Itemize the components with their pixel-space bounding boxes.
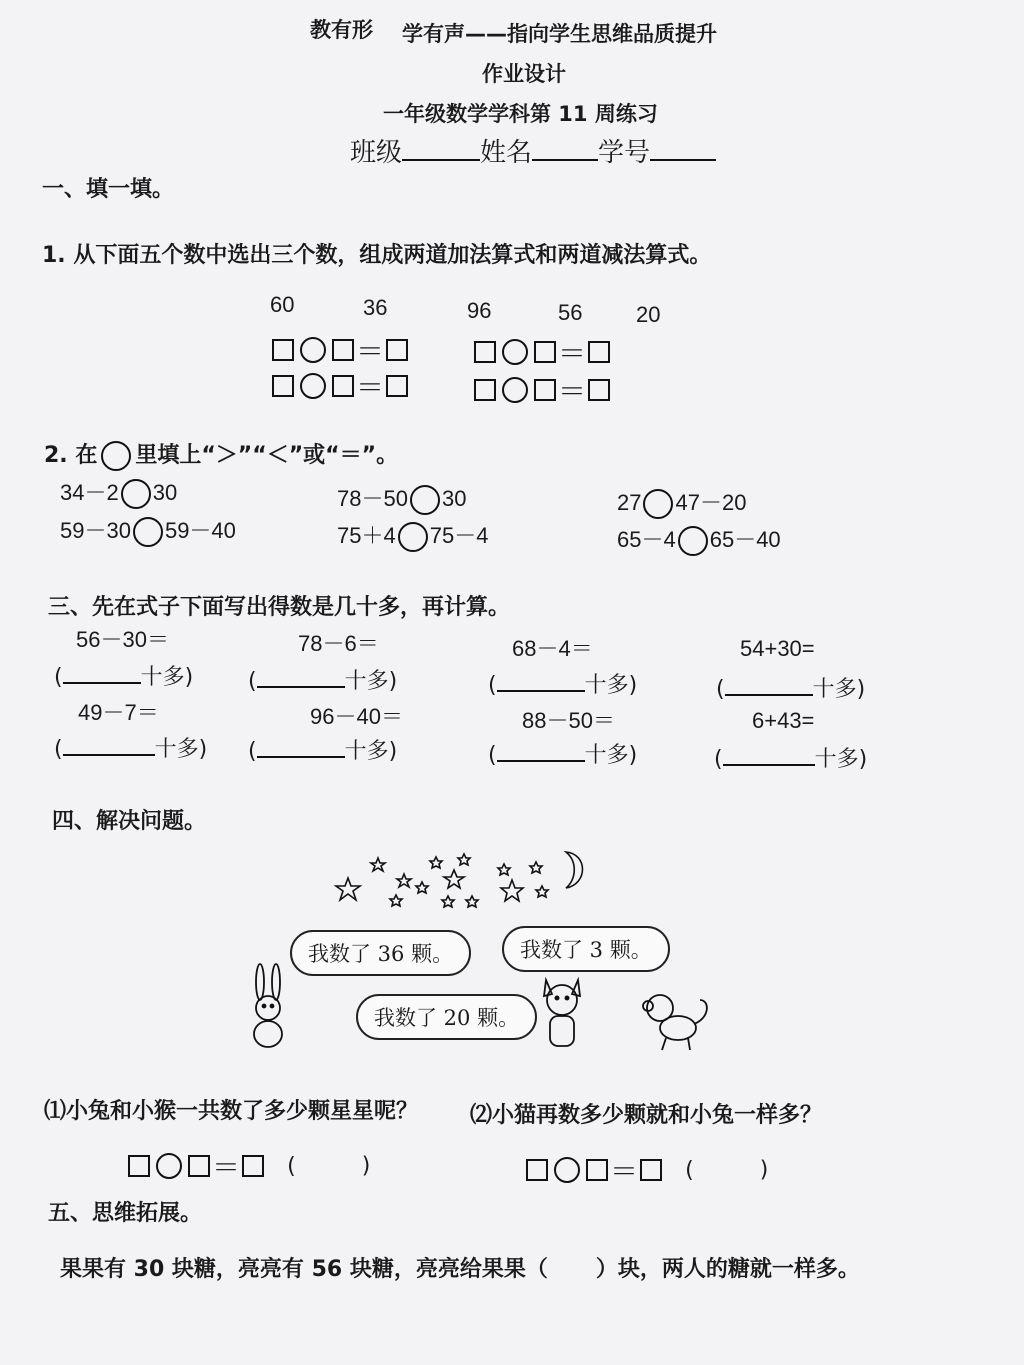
star-icon [430, 857, 442, 868]
answer-box[interactable] [640, 1159, 662, 1181]
tens-blank[interactable] [257, 756, 345, 758]
compare-right: 65－40 [709, 527, 781, 552]
class-label: 班级 [350, 138, 403, 168]
equation-template: ＝ [272, 366, 408, 406]
calc-expression: 56－30＝ [76, 627, 169, 652]
id-blank[interactable] [650, 159, 716, 161]
tens-answer [716, 672, 865, 703]
calc-expression: 54+30= [740, 636, 815, 661]
compare-circle[interactable] [643, 489, 673, 519]
compare-right: 47－20 [675, 490, 747, 515]
star-icon [444, 870, 464, 888]
answer-box[interactable] [272, 339, 294, 361]
answer-box[interactable] [534, 379, 556, 401]
answer-box[interactable] [386, 339, 408, 361]
paren-open: ( [716, 677, 725, 702]
answer-box[interactable] [474, 341, 496, 363]
header-subject-line: 一年级数学学科第 11 周练习 [383, 102, 658, 126]
q1-text: 1. 从下面五个数中选出三个数，组成两道加法算式和两道减法算式。 [42, 243, 712, 268]
answer-box[interactable] [526, 1159, 548, 1181]
tens-suffix: 十多) [584, 673, 638, 698]
section4-heading: 四、解决问题。 [52, 809, 207, 834]
problem-q1: ⑴小兔和小猴一共数了多少颗星星呢？ [44, 1099, 419, 1124]
calc-expression: 49－7＝ [78, 700, 159, 725]
answer-box[interactable] [586, 1159, 608, 1181]
operator-circle[interactable] [502, 377, 528, 403]
speech-bubble-rabbit: 我数了 36 颗。 [290, 930, 471, 976]
compare-left: 27 [617, 490, 642, 515]
compare-circle[interactable] [121, 479, 151, 509]
paren-open: ( [488, 673, 497, 698]
header-subtitle: 作业设计 [482, 62, 566, 86]
number-option: 36 [363, 295, 388, 320]
tens-answer [54, 732, 207, 763]
equation-template: ＝ [474, 370, 610, 410]
number-option: 60 [270, 292, 295, 317]
tens-blank[interactable] [723, 764, 815, 766]
equation-template: ＝ [474, 332, 610, 372]
operator-circle[interactable] [300, 337, 326, 363]
calc-expression: 78－6＝ [298, 631, 379, 656]
id-label: 学号 [598, 138, 651, 168]
number-option: 56 [558, 300, 583, 325]
star-icon [536, 886, 548, 897]
unit-paren-open: ( [685, 1157, 694, 1183]
operator-circle[interactable] [300, 373, 326, 399]
tens-answer [488, 738, 637, 769]
compare-item [617, 486, 746, 519]
header-title-left: 教有形 [310, 18, 373, 42]
equation-template: ＝ [272, 330, 408, 370]
q2-text-start: 2. 在 [44, 443, 98, 468]
calc-expression: 88－50＝ [522, 708, 615, 733]
rabbit-icon [244, 960, 296, 1052]
monkey-icon [640, 990, 714, 1054]
tens-suffix: 十多) [814, 747, 868, 772]
speech-bubble-monkey: 我数了 3 颗。 [502, 926, 670, 972]
student-info-row [350, 132, 716, 169]
star-icon [530, 862, 542, 873]
paren-open: ( [248, 669, 257, 694]
tens-suffix: 十多) [812, 677, 866, 702]
answer-equation-q1: ＝ ( ) [128, 1146, 370, 1186]
section3-heading: 三、先在式子下面写出得数是几十多，再计算。 [48, 595, 511, 620]
extension-text-end: ）块，两人的糖就一样多。 [595, 1257, 860, 1282]
name-blank[interactable] [532, 159, 598, 161]
compare-right: 59－40 [164, 518, 236, 543]
problem-q2: ⑵小猫再数多少颗就和小兔一样多？ [470, 1103, 823, 1128]
answer-box[interactable] [332, 375, 354, 397]
tens-answer [248, 664, 397, 695]
tens-blank[interactable] [63, 682, 141, 684]
number-option: 20 [636, 302, 661, 327]
tens-blank[interactable] [725, 694, 813, 696]
compare-left: 65－4 [617, 527, 676, 552]
compare-circle[interactable] [398, 522, 428, 552]
tens-blank[interactable] [497, 690, 585, 692]
operator-circle[interactable] [554, 1157, 580, 1183]
operator-circle[interactable] [156, 1153, 182, 1179]
operator-circle[interactable] [502, 339, 528, 365]
moon-icon [566, 852, 583, 888]
answer-box[interactable] [474, 379, 496, 401]
compare-left: 34－2 [60, 480, 119, 505]
tens-suffix: 十多) [344, 739, 398, 764]
answer-box[interactable] [588, 341, 610, 363]
cat-icon [536, 970, 590, 1056]
compare-circle[interactable] [410, 485, 440, 515]
calc-expression: 96－40＝ [310, 704, 403, 729]
tens-suffix: 十多) [140, 665, 194, 690]
q2-text-end: 里填上“＞”“＜”或“＝”。 [135, 443, 399, 468]
compare-circle[interactable] [678, 526, 708, 556]
compare-item [337, 482, 466, 515]
star-icon [458, 854, 470, 865]
tens-answer [248, 734, 397, 765]
star-icon [336, 878, 360, 900]
compare-item [60, 476, 177, 509]
number-option: 96 [467, 298, 492, 323]
answer-box[interactable] [188, 1155, 210, 1177]
compare-left: 78－50 [337, 486, 408, 511]
extension-text-start: 果果有 30 块糖，亮亮有 56 块糖，亮亮给果果（ [60, 1257, 548, 1282]
star-icon [371, 858, 385, 871]
section5-heading: 五、思维拓展。 [48, 1201, 203, 1226]
speech-bubble-cat: 我数了 20 颗。 [356, 994, 537, 1040]
tens-blank[interactable] [497, 760, 585, 762]
answer-equation-q2: ＝ ( ) [526, 1150, 768, 1190]
answer-box[interactable] [534, 341, 556, 363]
compare-right: 30 [152, 480, 178, 505]
star-icon [498, 864, 510, 875]
tens-blank[interactable] [257, 686, 345, 688]
star-icon [416, 882, 428, 893]
answer-box[interactable] [242, 1155, 264, 1177]
calc-expression: 6+43= [752, 708, 815, 733]
star-icon [501, 880, 523, 901]
star-icon [466, 896, 478, 907]
compare-right: 75－4 [429, 523, 489, 548]
header-title-right: 学有声——指向学生思维品质提升 [402, 22, 717, 46]
answer-box[interactable] [128, 1155, 150, 1177]
compare-circle[interactable] [133, 517, 163, 547]
answer-box[interactable] [272, 375, 294, 397]
answer-box[interactable] [386, 375, 408, 397]
tens-suffix: 十多) [344, 669, 398, 694]
name-label: 姓名 [480, 138, 533, 168]
section1-heading: 一、填一填。 [42, 177, 175, 202]
paren-open: ( [488, 743, 497, 768]
class-blank[interactable] [402, 159, 480, 161]
compare-left: 59－30 [60, 518, 131, 543]
compare-item [60, 514, 236, 547]
tens-answer [54, 660, 193, 691]
star-icon [442, 896, 454, 907]
paren-open: ( [248, 739, 257, 764]
tens-blank[interactable] [63, 754, 155, 756]
unit-paren-close: ) [759, 1157, 769, 1183]
unit-paren-open: ( [287, 1153, 296, 1179]
paren-open: ( [714, 747, 723, 772]
answer-box[interactable] [332, 339, 354, 361]
compare-left: 75＋4 [337, 523, 396, 548]
q2-text [44, 438, 398, 471]
answer-box[interactable] [588, 379, 610, 401]
star-icon [397, 874, 411, 887]
tens-suffix: 十多) [154, 737, 208, 762]
tens-answer [488, 668, 637, 699]
extension-question [60, 1252, 860, 1283]
paren-open: ( [54, 665, 63, 690]
tens-suffix: 十多) [584, 743, 638, 768]
paren-open: ( [54, 737, 63, 762]
circle-symbol-icon [101, 441, 131, 471]
compare-item [337, 519, 488, 552]
star-icon [390, 895, 402, 906]
compare-item [617, 523, 781, 556]
calc-expression: 68－4＝ [512, 636, 593, 661]
tens-answer [714, 742, 867, 773]
compare-right: 30 [441, 486, 467, 511]
unit-paren-close: ) [361, 1153, 371, 1179]
